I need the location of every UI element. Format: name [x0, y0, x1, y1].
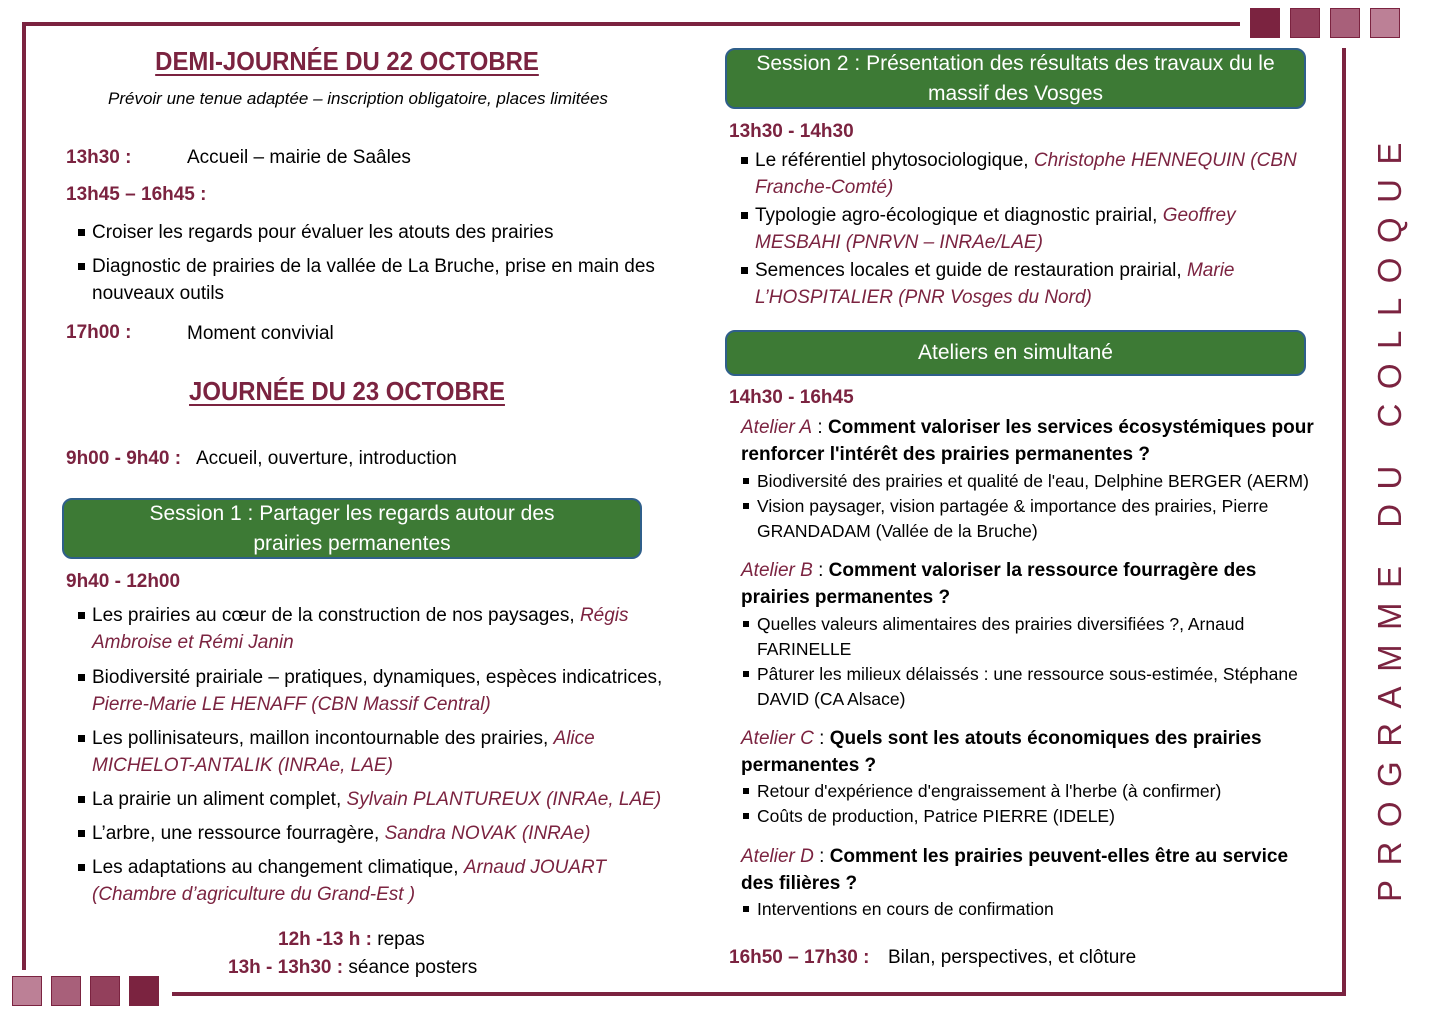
list-item: Les pollinisateurs, maillon incontournable des prairies, Alice MICHELOT-ANTALIK (INRAe, LAE)	[78, 725, 672, 779]
atelier-c-heading: Atelier C : Quels sont les atouts économiques des prairies permanentes ?	[741, 728, 1262, 776]
corner-square	[1250, 8, 1280, 38]
agenda-text: Bilan, perspectives, et clôture	[888, 947, 1137, 968]
corner-square	[1370, 8, 1400, 38]
list-item: Quelles valeurs alimentaires des prairies diversifiées ?, Arnaud FARINELLE	[743, 612, 1277, 662]
frame-top-line	[22, 22, 1240, 26]
atelier-b-heading: Atelier B : Comment valoriser la ressource fourragère des prairies permanentes ?	[741, 560, 1257, 608]
agenda-text: Accueil, ouverture, introduction	[196, 448, 457, 469]
list-item: Les prairies au cœur de la construction de nos paysages, Régis Ambroise et Rémi Janin	[78, 602, 672, 656]
list-item: Croiser les regards pour évaluer les atouts des prairies	[78, 219, 672, 246]
corner-square	[12, 976, 42, 1006]
list-item: Biodiversité prairiale – pratiques, dynamiques, espèces indicatrices, Pierre-Marie LE HENAFF (CBN Massif Central)	[78, 664, 682, 718]
list-item: Les adaptations au changement climatique, Arnaud JOUART (Chambre d’agriculture du Grand-Est )	[78, 854, 672, 908]
frame-bottom-line	[172, 992, 1346, 996]
ateliers-box	[725, 330, 1306, 376]
list-item: Biodiversité des prairies et qualité de l'eau, Delphine BERGER (AERM)	[743, 469, 1317, 494]
frame-right-line	[1342, 48, 1346, 996]
time-1650: 16h50 – 17h30 :	[729, 947, 870, 968]
frame-left-line	[22, 22, 26, 970]
corner-square	[129, 976, 159, 1006]
agenda-text: Accueil – mairie de Saâles	[187, 147, 411, 168]
list-item: Pâturer les milieux délaissés : une ressource sous-estimée, Stéphane DAVID (CA Alsace)	[743, 662, 1312, 712]
list-item: La prairie un aliment complet, Sylvain PLANTUREUX (INRAe, LAE)	[78, 786, 692, 813]
atelier-d-heading: Atelier D : Comment les prairies peuvent-elles être au service des filières ?	[741, 846, 1289, 894]
session1-box	[62, 498, 642, 559]
corner-square	[51, 976, 81, 1006]
corner-square	[1290, 8, 1320, 38]
ateliers-title: Ateliers en simultané	[918, 341, 1113, 364]
corner-square	[90, 976, 120, 1006]
day2-title: JOURNÉE DU 23 OCTOBRE	[189, 376, 505, 406]
list-item: Vision paysager, vision partagée & importance des prairies, Pierre GRANDADAM (Vallée de la Bruche)	[743, 494, 1287, 544]
session2-box	[725, 48, 1306, 109]
list-item: Semences locales et guide de restauration prairial, Marie L’HOSPITALIER (PNR Vosges du Nord)	[741, 257, 1315, 311]
time-1345: 13h45 – 16h45 :	[66, 184, 207, 205]
lunch-line: 12h -13 h : repas	[278, 929, 425, 950]
list-item: Le référentiel phytosociologique, Christophe HENNEQUIN (CBN Franche-Comté)	[741, 147, 1315, 201]
session1-title: Session 1 : Partager les regards autour des prairies permanentes	[149, 501, 555, 555]
list-item: Typologie agro-écologique et diagnostic prairial, Geoffrey MESBAHI (PNRVN – INRAe/LAE)	[741, 202, 1315, 256]
time-1330b: 13h30 - 14h30	[729, 121, 854, 142]
time-1330: 13h30 :	[66, 147, 132, 168]
time-1700: 17h00 :	[66, 322, 132, 343]
day1-subtitle: Prévoir une tenue adaptée – inscription obligatoire, places limitées	[108, 89, 608, 108]
list-item: Coûts de production, Patrice PIERRE (IDELE)	[743, 804, 1317, 829]
time-0940: 9h40 - 12h00	[66, 571, 181, 592]
time-0900: 9h00 - 9h40 :	[66, 448, 182, 469]
list-item: Diagnostic de prairies de la vallée de La Bruche, prise en main des nouveaux outils	[78, 253, 672, 307]
time-1430: 14h30 - 16h45	[729, 387, 854, 408]
list-item: Retour d'expérience d'engraissement à l'herbe (à confirmer)	[743, 779, 1317, 804]
list-item: L’arbre, une ressource fourragère, Sandra NOVAK (INRAe)	[78, 820, 692, 847]
atelier-a-heading: Atelier A : Comment valoriser les services écosystémiques pour renforcer l'intérêt des prairies permanentes ?	[741, 417, 1314, 465]
side-title: PROGRAMME DU COLLOQUE	[1371, 128, 1408, 902]
corner-square	[1330, 8, 1360, 38]
list-item: Interventions en cours de confirmation	[743, 897, 1317, 922]
posters-line: 13h - 13h30 : séance posters	[228, 957, 478, 978]
day1-title: DEMI-JOURNÉE DU 22 OCTOBRE	[155, 46, 539, 76]
agenda-text: Moment convivial	[187, 323, 334, 344]
session2-title: Session 2 : Présentation des résultats des travaux du le massif des Vosges	[756, 51, 1275, 105]
